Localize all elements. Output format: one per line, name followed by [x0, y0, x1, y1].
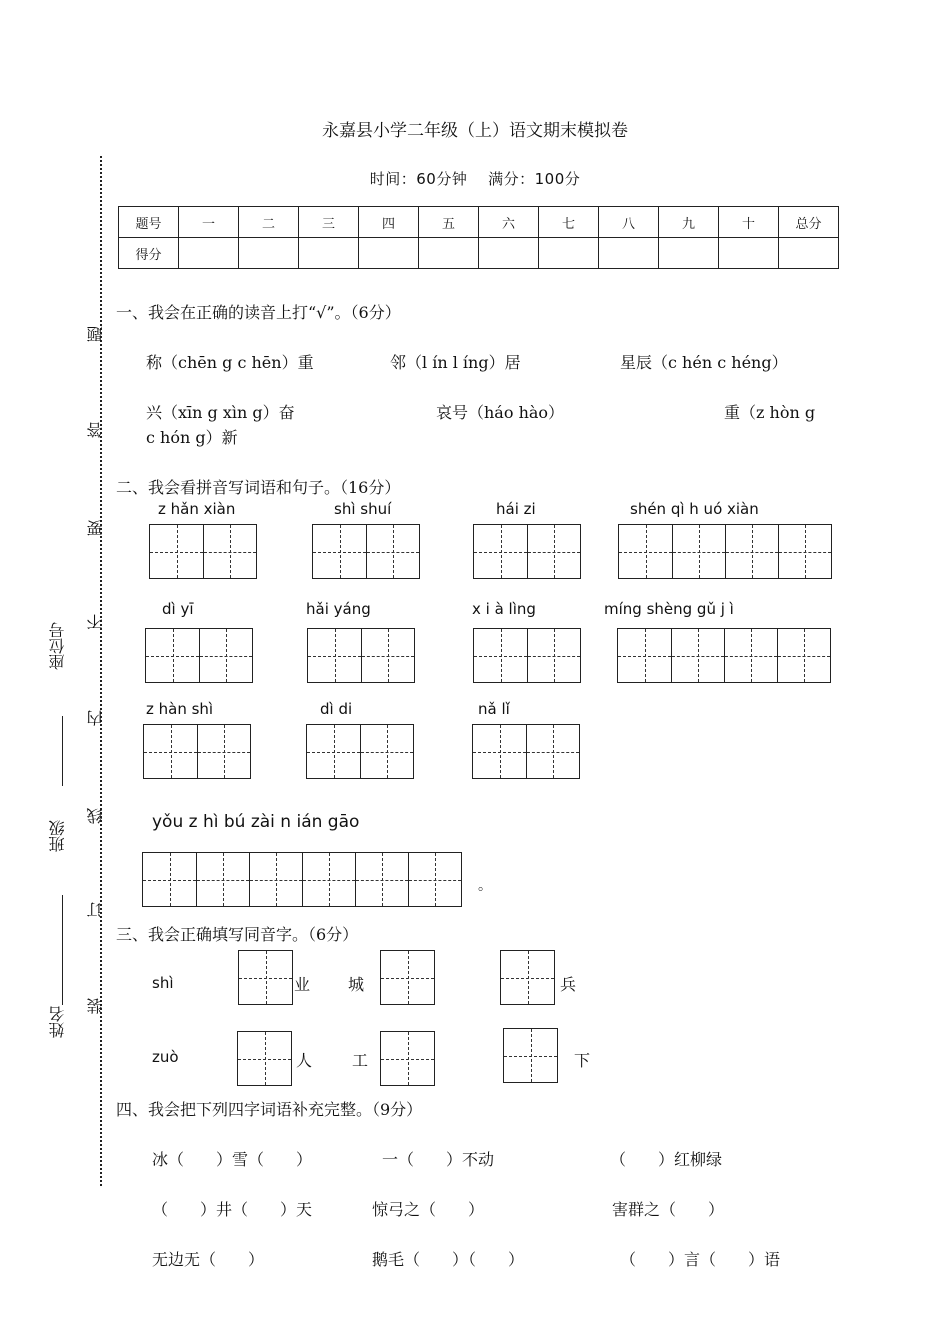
table-header-cell: 题号	[119, 207, 179, 238]
class-label: 班级	[48, 820, 67, 852]
homophone-char: 下	[574, 1051, 591, 1070]
score-cell[interactable]	[359, 238, 419, 269]
section2-heading: 二、我会看拼音写词语和句子。（16分）	[116, 478, 401, 497]
idiom-item[interactable]: 惊弓之（ ）	[372, 1200, 485, 1219]
idiom-item[interactable]: 害群之（ ）	[612, 1200, 725, 1219]
section3-heading: 三、我会正确填写同音字。（6分）	[116, 925, 359, 944]
binding-char: 内	[86, 710, 105, 726]
idiom-item[interactable]: 冰（ ）雪（ ）	[152, 1150, 313, 1169]
sentence-pinyin: yǒu z hì bú zài n ián gāo	[152, 812, 360, 832]
homophone-char: 城	[348, 975, 365, 994]
homophone-char: 人	[296, 1051, 313, 1070]
section1-item[interactable]: 称（chēn g c hēn）重	[146, 353, 314, 372]
sentence-period: 。	[478, 878, 492, 894]
idiom-item[interactable]: （ ）井（ ）天	[152, 1200, 313, 1219]
idiom-item[interactable]: 无边无（ ）	[152, 1250, 265, 1269]
writing-grid[interactable]	[306, 724, 414, 779]
pinyin-label: hái zi	[496, 500, 536, 518]
idiom-item[interactable]: （ ）红柳绿	[610, 1150, 723, 1169]
name-label: 姓名	[48, 1006, 67, 1038]
writing-grid[interactable]	[307, 628, 415, 683]
homophone-box[interactable]	[380, 1031, 435, 1086]
binding-char: 装	[86, 998, 105, 1014]
homophone-char: 业	[294, 975, 311, 994]
binding-char: 不	[86, 614, 105, 630]
table-header-cell: 二	[239, 207, 299, 238]
writing-grid[interactable]	[472, 724, 580, 779]
section1-item[interactable]: 星辰（c hén c héng）	[620, 353, 788, 372]
table-header-cell: 三	[299, 207, 359, 238]
table-header-cell: 五	[419, 207, 479, 238]
binding-char: 要	[86, 520, 105, 536]
writing-grid[interactable]	[473, 628, 581, 683]
score-cell[interactable]	[179, 238, 239, 269]
score-cell[interactable]	[239, 238, 299, 269]
pinyin-label: dì yī	[162, 600, 194, 618]
table-header-cell: 九	[659, 207, 719, 238]
section1-item-continued[interactable]: c hón g）新	[146, 428, 238, 447]
table-header-cell: 一	[179, 207, 239, 238]
section1-item[interactable]: 邻（l ín l íng）居	[390, 353, 521, 372]
score-cell[interactable]	[659, 238, 719, 269]
score-cell[interactable]	[779, 238, 839, 269]
pinyin-label: shén qì h uó xiàn	[630, 500, 759, 518]
homophone-pinyin: shì	[152, 974, 174, 992]
table-header-cell: 六	[479, 207, 539, 238]
writing-grid[interactable]	[617, 628, 831, 683]
pinyin-label: x i à lìng	[472, 600, 536, 618]
score-cell[interactable]	[539, 238, 599, 269]
seat-number-field[interactable]	[62, 716, 63, 786]
writing-grid[interactable]	[618, 524, 832, 579]
writing-grid[interactable]	[149, 524, 257, 579]
binding-char: 线	[86, 808, 105, 824]
binding-dotted-line	[100, 156, 102, 1186]
homophone-char: 工	[352, 1051, 369, 1070]
homophone-box[interactable]	[503, 1028, 558, 1083]
writing-grid[interactable]	[143, 724, 251, 779]
homophone-box[interactable]	[500, 950, 555, 1005]
binding-char: 答	[86, 422, 105, 438]
homophone-pinyin: zuò	[152, 1048, 179, 1066]
table-row	[119, 207, 839, 238]
table-header-cell: 总分	[779, 207, 839, 238]
page-title: 永嘉县小学二年级（上）语文期末模拟卷	[322, 121, 628, 141]
class-field[interactable]	[62, 895, 63, 1005]
section4-heading: 四、我会把下列四字词语补充完整。（9分）	[116, 1100, 423, 1119]
score-cell[interactable]	[299, 238, 359, 269]
binding-char: 题	[86, 326, 105, 342]
score-cell[interactable]	[419, 238, 479, 269]
score-cell[interactable]	[719, 238, 779, 269]
score-row-label: 得分	[119, 238, 179, 269]
writing-grid[interactable]	[145, 628, 253, 683]
table-row	[119, 238, 839, 269]
writing-grid[interactable]	[312, 524, 420, 579]
homophone-char: 兵	[560, 975, 577, 994]
score-cell[interactable]	[479, 238, 539, 269]
idiom-item[interactable]: 鹅毛（ ）（ ）	[372, 1250, 525, 1269]
exam-info: 时间：60分钟 满分：100分	[369, 170, 581, 188]
writing-grid[interactable]	[473, 524, 581, 579]
score-table	[118, 206, 839, 269]
pinyin-label: hǎi yáng	[306, 600, 371, 618]
table-header-cell: 七	[539, 207, 599, 238]
seat-number-label: 座位号	[48, 622, 67, 670]
homophone-box[interactable]	[380, 950, 435, 1005]
homophone-box[interactable]	[238, 950, 293, 1005]
table-header-cell: 十	[719, 207, 779, 238]
pinyin-label: dì di	[320, 700, 353, 718]
section1-item[interactable]: 哀号（háo hào）	[436, 403, 565, 422]
binding-char: 订	[86, 902, 105, 918]
pinyin-label: z hàn shì	[146, 700, 214, 718]
sentence-writing-grid[interactable]	[142, 852, 462, 907]
idiom-item[interactable]: 一（ ）不动	[382, 1150, 495, 1169]
table-header-cell: 四	[359, 207, 419, 238]
pinyin-label: shì shuí	[334, 500, 392, 518]
section1-heading: 一、我会在正确的读音上打“√”。（6分）	[116, 303, 401, 322]
score-cell[interactable]	[599, 238, 659, 269]
table-header-cell: 八	[599, 207, 659, 238]
pinyin-label: nǎ lǐ	[478, 700, 510, 718]
pinyin-label: z hǎn xiàn	[158, 500, 236, 518]
homophone-box[interactable]	[237, 1031, 292, 1086]
idiom-item[interactable]: （ ）言（ ）语	[620, 1250, 781, 1269]
section1-item[interactable]: 兴（xīn g xìn g）奋	[146, 403, 295, 422]
pinyin-label: míng shèng gǔ j ì	[604, 600, 734, 618]
section1-item[interactable]: 重（z hòn g	[724, 403, 816, 422]
